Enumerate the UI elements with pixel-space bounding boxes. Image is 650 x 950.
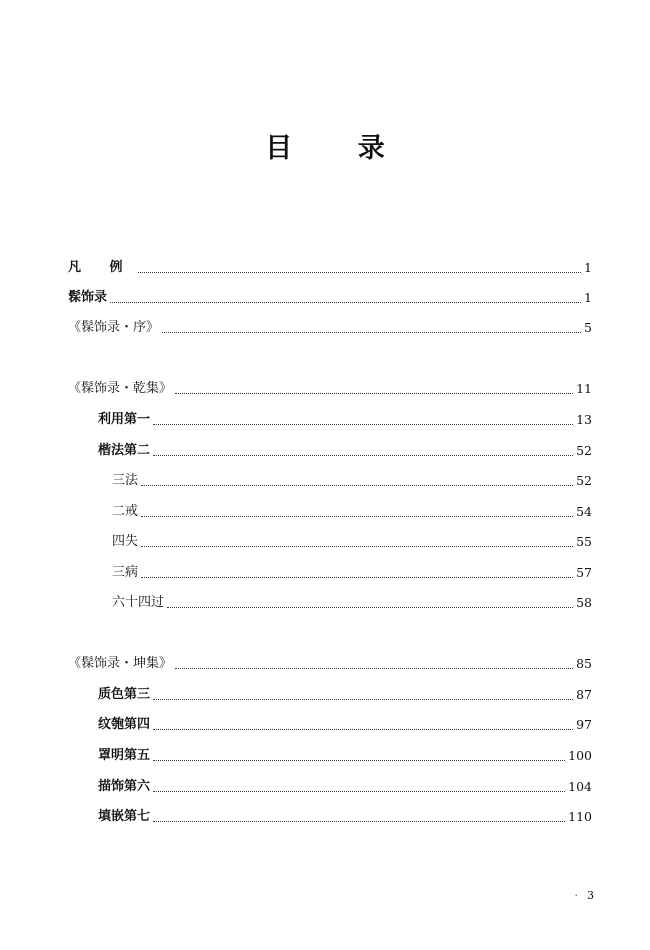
toc-entry-label: 三法	[112, 473, 139, 488]
toc-entry[interactable]	[98, 805, 592, 825]
toc-entry[interactable]	[68, 316, 592, 336]
toc-entry[interactable]	[98, 683, 592, 703]
toc-entry-page: 52	[576, 443, 592, 458]
toc-entry-page: 97	[576, 717, 592, 732]
toc-entry-page: 58	[576, 595, 592, 610]
toc-entry-label: 描饰第六	[98, 779, 151, 794]
toc-entry-page: 13	[576, 412, 592, 427]
toc-entry[interactable]	[98, 713, 592, 733]
toc-entry[interactable]	[112, 469, 592, 489]
toc-entry-page: 1	[584, 290, 592, 305]
toc-dot-leader	[141, 484, 573, 486]
toc-entry[interactable]	[68, 652, 592, 672]
toc-entry-label: 楷法第二	[98, 443, 151, 458]
toc-entry[interactable]	[98, 439, 592, 459]
toc-entry-page: 100	[568, 748, 592, 763]
toc-dot-leader	[141, 576, 573, 578]
toc-entry[interactable]	[68, 256, 592, 276]
toc-entry[interactable]	[98, 744, 592, 764]
toc-entry-label: 《髹饰录・坤集》	[68, 656, 173, 671]
toc-dot-leader	[153, 790, 565, 792]
toc-entry-page: 110	[568, 809, 592, 824]
toc-dot-leader	[153, 820, 565, 822]
toc-entry-page: 55	[576, 534, 592, 549]
toc-entry-label: 利用第一	[98, 412, 151, 427]
toc-entry[interactable]	[112, 530, 592, 550]
toc-entry-page: 104	[568, 779, 592, 794]
toc-entry-page: 1	[584, 260, 592, 275]
toc-dot-leader	[153, 454, 573, 456]
toc-entry-page: 87	[576, 687, 592, 702]
toc-entry[interactable]	[112, 561, 592, 581]
toc-dot-leader	[141, 545, 573, 547]
toc-dot-leader	[175, 667, 573, 669]
toc-dot-leader	[141, 515, 573, 517]
toc-dot-leader	[162, 331, 581, 333]
toc-dot-leader	[153, 759, 565, 761]
toc-entry[interactable]	[112, 591, 592, 611]
toc-entry-label: 填嵌第七	[98, 809, 151, 824]
toc-entry-label: 罩明第五	[98, 748, 151, 763]
toc-dot-leader	[153, 423, 573, 425]
page-number: 3	[587, 889, 594, 902]
toc-entry[interactable]	[68, 377, 592, 397]
toc-entry-label: 凡 例	[68, 260, 135, 275]
toc-entry-label: 三病	[112, 565, 139, 580]
toc-entry[interactable]	[112, 500, 592, 520]
toc-entry-page: 5	[584, 320, 592, 335]
toc-dot-leader	[138, 271, 582, 273]
toc-entry-label: 纹匏第四	[98, 717, 151, 732]
toc-entry-label: 《髹饰录・乾集》	[68, 381, 173, 396]
toc-entry-page: 85	[576, 656, 592, 671]
toc-entry[interactable]	[98, 408, 592, 428]
toc-dot-leader	[153, 698, 573, 700]
toc-dot-leader	[175, 392, 573, 394]
toc-entry-label: 六十四过	[112, 595, 165, 610]
toc-entry-page: 54	[576, 504, 592, 519]
page-footer	[575, 889, 595, 902]
toc-dot-leader	[167, 606, 573, 608]
toc-entry-label: 二戒	[112, 504, 139, 519]
toc-entry-label: 质色第三	[98, 687, 151, 702]
toc-dot-leader	[110, 301, 581, 303]
footer-dot: ·	[574, 889, 578, 902]
toc-entry[interactable]	[68, 286, 592, 306]
toc-entry-label: 《髹饰录・序》	[68, 320, 160, 335]
toc-entry[interactable]	[98, 775, 592, 795]
toc-entry-page: 11	[576, 381, 592, 396]
toc-entry-label: 髹饰录	[68, 290, 108, 305]
page-title: 目 录	[265, 133, 413, 164]
toc-entry-page: 57	[576, 565, 592, 580]
toc-dot-leader	[153, 728, 573, 730]
toc-entry-label: 四失	[112, 534, 139, 549]
toc-entry-page: 52	[576, 473, 592, 488]
